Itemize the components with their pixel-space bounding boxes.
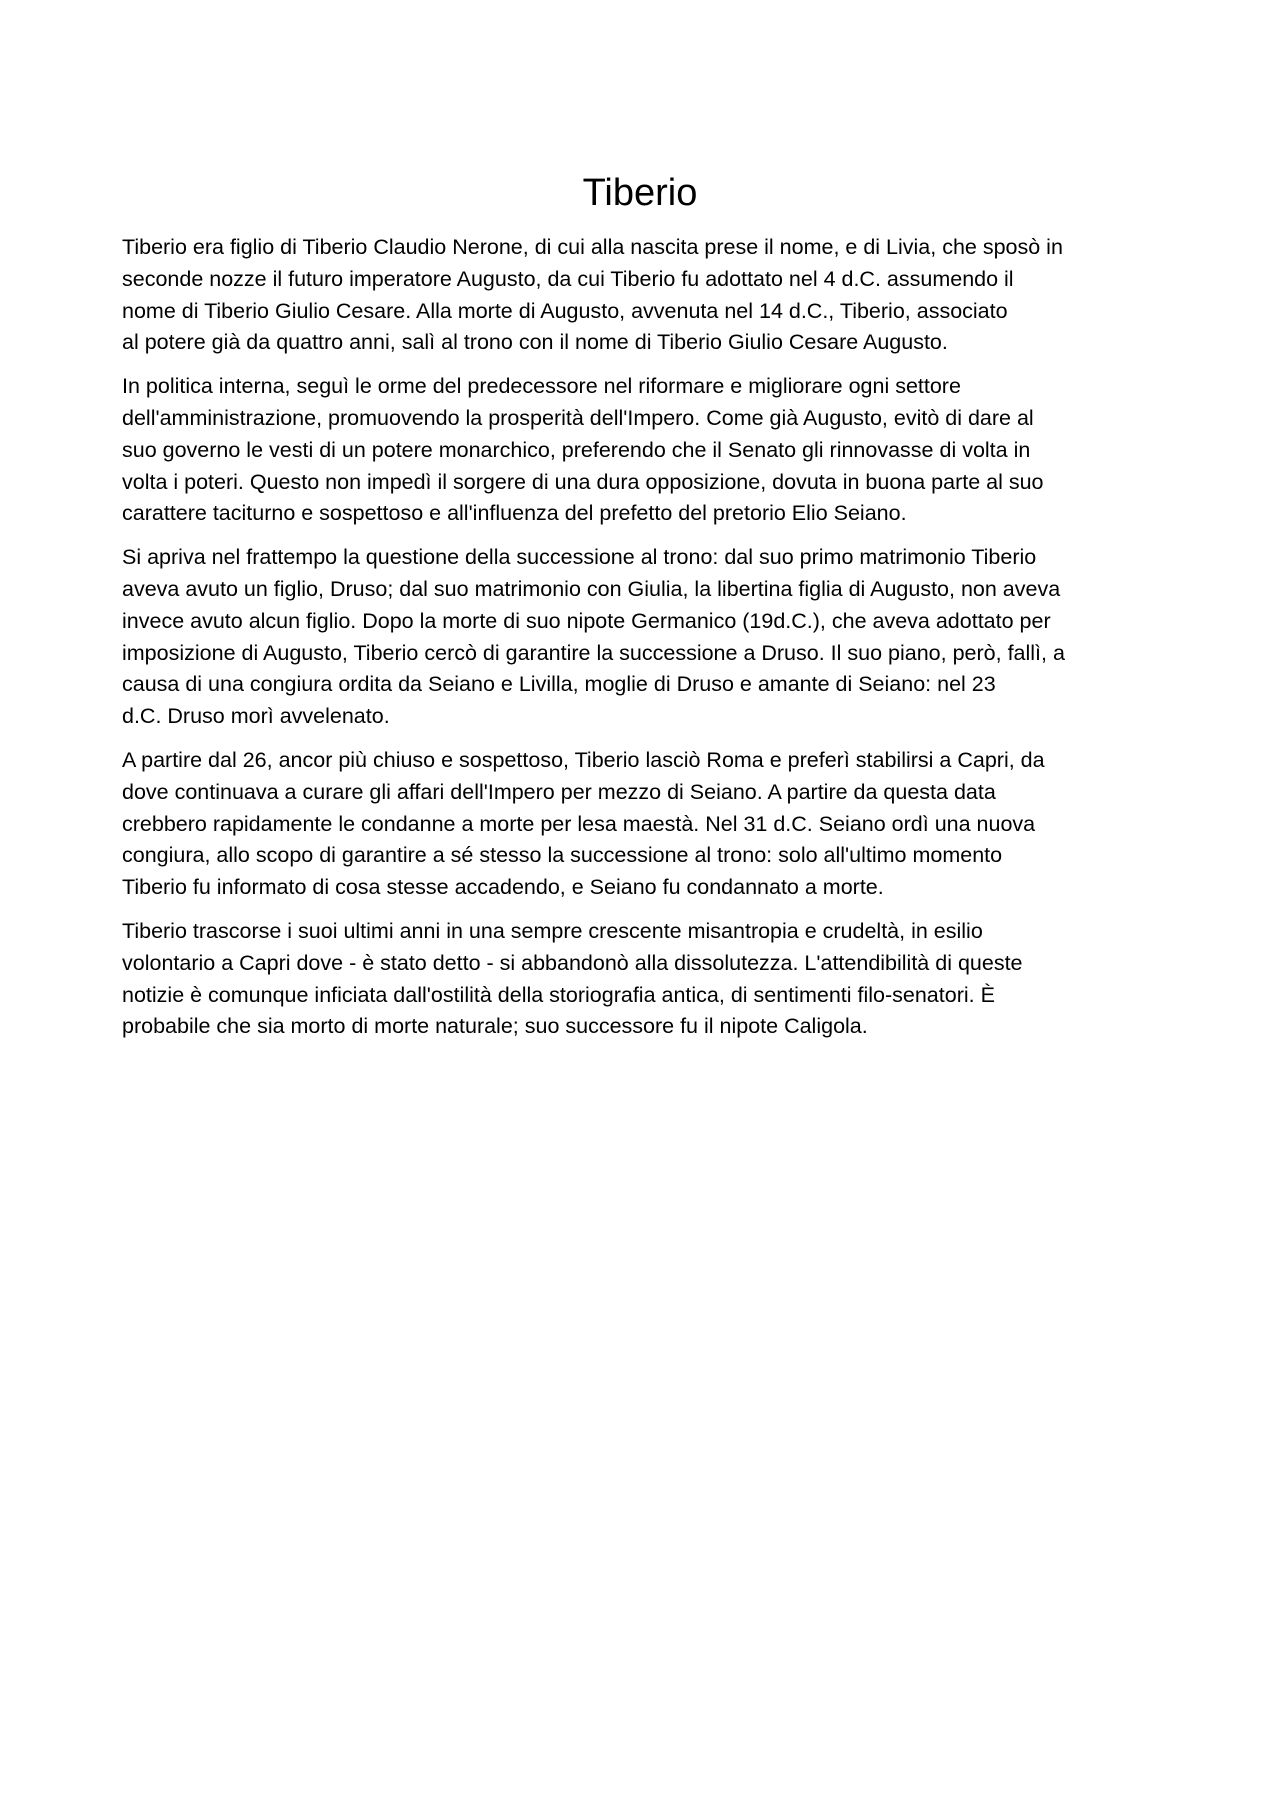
paragraph-5 [122, 916, 1172, 1043]
text-line: A partire dal 26, ancor più chiuso e sospettoso, Tiberio lasciò Roma e preferì stabilirsi a Capri, da [122, 747, 1045, 772]
text-line: Tiberio fu informato di cosa stesse accadendo, e Seiano fu condannato a morte. [122, 875, 884, 900]
paragraph-4 [122, 745, 1172, 904]
text-line: al potere già da quattro anni, salì al trono con il nome di Tiberio Giulio Cesare Augusto. [122, 330, 948, 355]
text-line: suo governo le vesti di un potere monarchico, preferendo che il Senato gli rinnovasse di volta in [122, 437, 1031, 462]
text-line: causa di una congiura ordita da Seiano e Livilla, moglie di Druso e amante di Seiano: nel 23 [122, 672, 996, 697]
text-line: notizie è comunque inficiata dall'ostilità della storiografia antica, di sentimenti filo-senatori. È [122, 982, 995, 1007]
text-line: nome di Tiberio Giulio Cesare. Alla morte di Augusto, avvenuta nel 14 d.C., Tiberio, associato [122, 298, 1008, 323]
paragraph-1 [122, 232, 1172, 359]
paragraph-2 [122, 371, 1172, 530]
text-line: volta i poteri. Questo non impedì il sorgere di una dura opposizione, dovuta in buona parte al suo [122, 469, 1044, 494]
text-line: Tiberio era figlio di Tiberio Claudio Nerone, di cui alla nascita prese il nome, e di Livia, che sposò in [122, 235, 1063, 259]
paragraph-3 [122, 542, 1172, 733]
text-line: invece avuto alcun figlio. Dopo la morte di suo nipote Germanico (19d.C.), che aveva adottato per [122, 608, 1051, 633]
text-line: dove continuava a curare gli affari dell'Impero per mezzo di Seiano. A partire da questa data [122, 779, 996, 804]
text-line: crebbero rapidamente le condanne a morte per lesa maestà. Nel 31 d.C. Seiano ordì una nuova [122, 811, 1036, 836]
text-line: dell'amministrazione, promuovendo la prosperità dell'Impero. Come già Augusto, evitò di dare al [122, 405, 1034, 430]
document-title: Tiberio [582, 172, 698, 214]
text-line: aveva avuto un figlio, Druso; dal suo matrimonio con Giulia, la libertina figlia di Augusto, non aveva [122, 576, 1061, 601]
text-line: congiura, allo scopo di garantire a sé stesso la successione al trono: solo all'ultimo momento [122, 843, 1003, 868]
document-body [122, 232, 1172, 1055]
text-line: probabile che sia morto di morte naturale; suo successore fu il nipote Caligola. [122, 1014, 868, 1039]
text-line: volontario a Capri dove - è stato detto - si abbandonò alla dissolutezza. L'attendibilità di queste [122, 950, 1023, 975]
text-line: Si apriva nel frattempo la questione della successione al trono: dal suo primo matrimonio Tiberio [122, 545, 1037, 570]
text-line: carattere taciturno e sospettoso e all'influenza del prefetto del pretorio Elio Seiano. [122, 501, 907, 526]
text-line: In politica interna, seguì le orme del predecessore nel riformare e migliorare ogni settore [122, 374, 961, 399]
text-line: imposizione di Augusto, Tiberio cercò di garantire la successione a Druso. Il suo piano, però, fallì, a [122, 640, 1065, 665]
text-line: d.C. Druso morì avvelenato. [122, 704, 390, 729]
text-line: Tiberio trascorse i suoi ultimi anni in una sempre crescente misantropia e crudeltà, in esilio [122, 918, 983, 943]
text-line: seconde nozze il futuro imperatore Augusto, da cui Tiberio fu adottato nel 4 d.C. assumendo il [122, 266, 1014, 291]
